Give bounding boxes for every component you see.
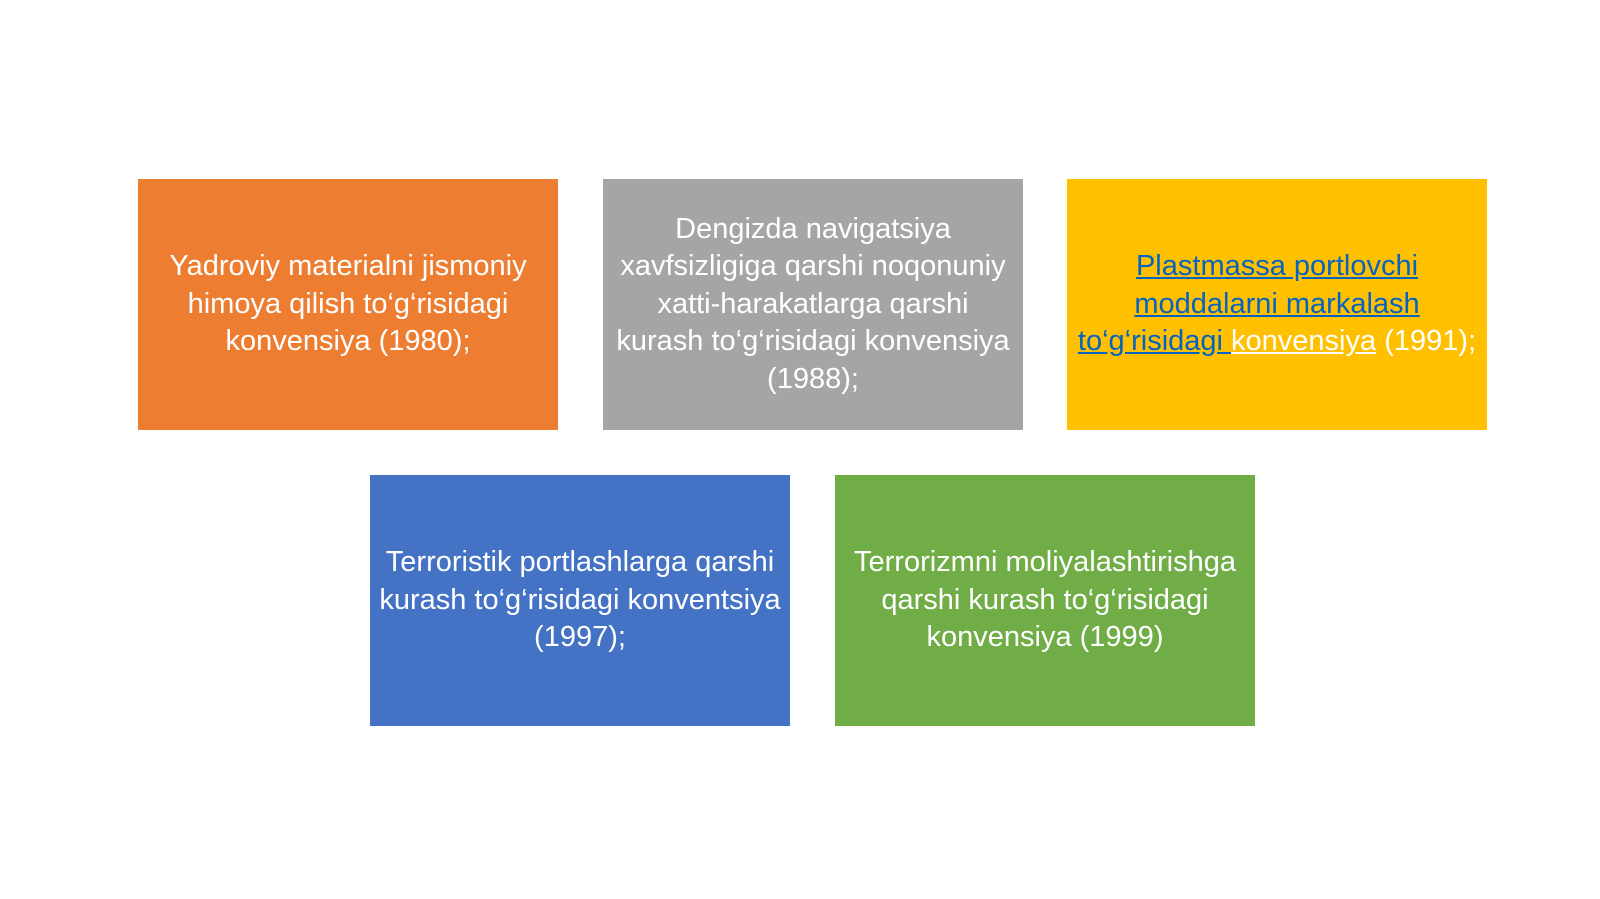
convention-link-end[interactable]: konvensiya: [1231, 325, 1377, 358]
convention-box-terrorist-bombings: [370, 475, 790, 726]
convention-box-terrorism-financing: [835, 475, 1255, 726]
convention-text: Terroristik portlashlarga qarshi kurash to‘g‘risidagi konventsiya (1997);: [379, 546, 781, 654]
convention-box-nuclear-material: [138, 179, 558, 430]
convention-text: Yadroviy materialni jismoniy himoya qilish to‘g‘risidagi konvensiya (1980);: [169, 250, 527, 358]
convention-box-plastic-explosives: [1067, 179, 1487, 430]
convention-text: [1075, 248, 1479, 361]
convention-text: Terrorizmni moliyalashtirishga qarshi kurash to‘g‘risidagi konvensiya (1999): [854, 546, 1236, 654]
convention-text: Dengizda navigatsiya xavfsizligiga qarshi noqonuniy xatti-harakatlarga qarshi kurash to‘g‘risidagi konvensiya (1988);: [616, 212, 1010, 395]
convention-box-maritime-navigation: [603, 179, 1023, 430]
convention-year: (1991);: [1376, 325, 1477, 358]
convention-link[interactable]: Plastmassa portlovchi moddalarni markalash to‘g‘risidagi: [1077, 250, 1420, 358]
